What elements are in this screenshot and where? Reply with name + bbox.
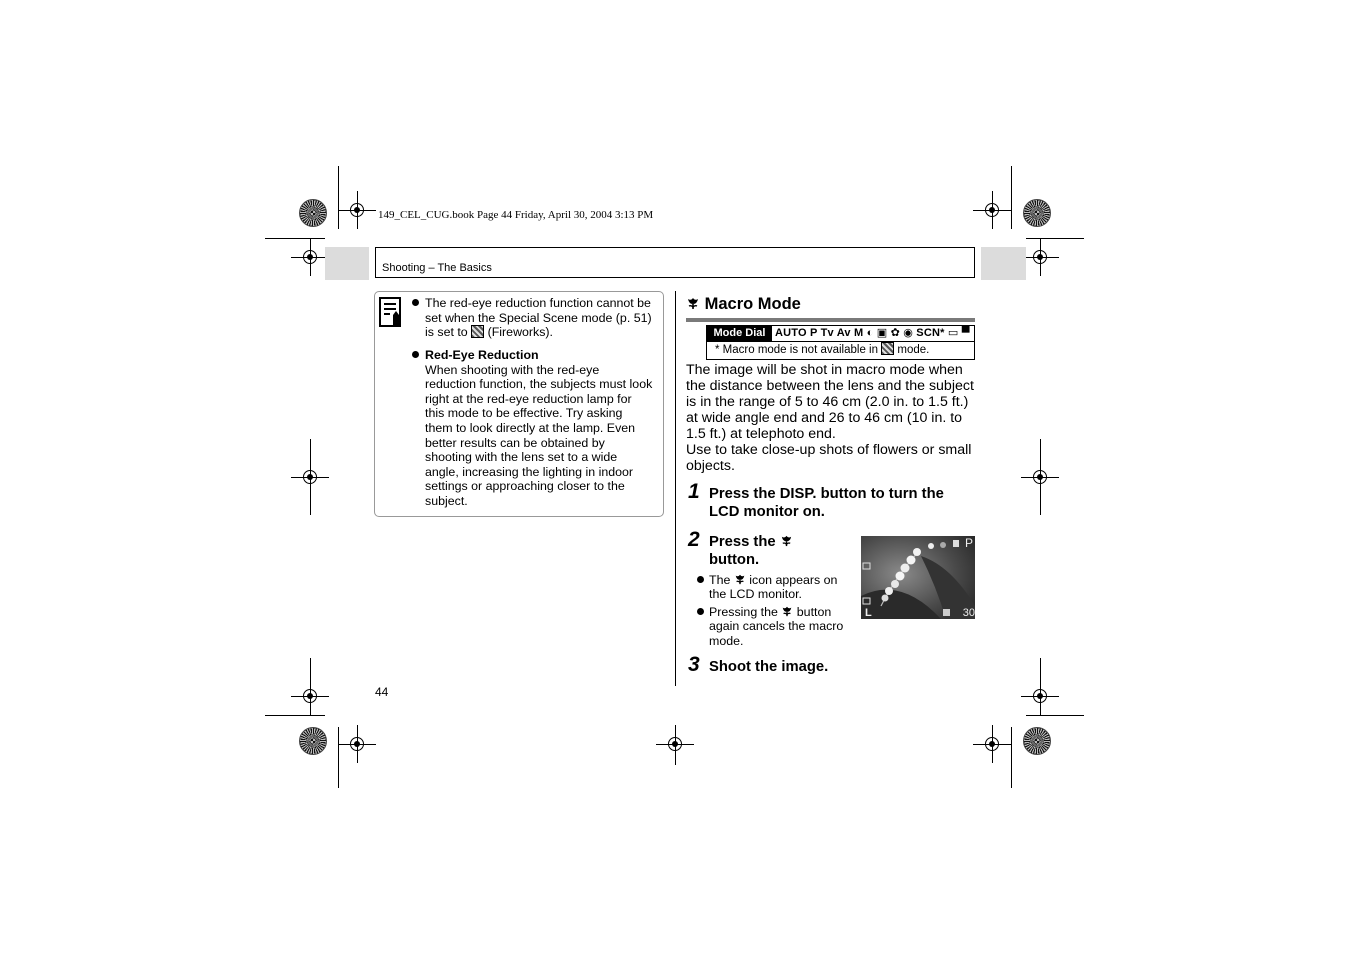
note-bullet-2 [425,348,653,509]
lcd-mode: P [964,536,973,550]
bullet-dot [412,299,419,306]
bullet-dot [697,608,704,615]
step-1-text: Press the DISP. button to turn the LCD monitor on. [709,486,944,520]
step-number: 1 [688,480,700,503]
bullet-dot [697,576,704,583]
mode-dial-note: * Macro mode is not available in mode. [706,342,975,360]
step-2-text: Press the button. [709,533,849,569]
macro-flower-icon [734,573,746,585]
page-tab-right [981,247,1026,280]
page-number: 44 [375,685,389,699]
step-3-text: Shoot the image. [709,659,829,675]
step-2-sub-1: The icon appears on the LCD monitor. [709,573,838,602]
running-header [375,247,975,278]
step-2-sub-2: Pressing the button again cancels the macro mode. [709,605,844,648]
section-title: Macro Mode [686,295,801,314]
step-number: 2 [688,528,700,551]
mode-dial-icons: AUTO P Tv Av M ◐ ▣ ✿ ◉ SCN* ▭ ▀ [775,327,970,339]
mode-dial-row [706,325,975,342]
lcd-size: L [865,607,872,619]
fireworks-icon [881,342,894,355]
flower-photo [861,536,975,619]
macro-flower-icon [686,296,700,310]
book-file-line: 149_CEL_CUG.book Page 44 Friday, April 30, 2004 3:13 PM [378,209,654,221]
note-bullet-1: The red-eye reduction function cannot be set when the Special Scene mode (p. 51) is set to (Fireworks). [425,296,652,340]
red-eye-heading: Red-Eye Reduction [425,348,539,362]
lcd-preview-image [861,536,975,619]
section-rule [686,318,975,322]
section-body: The image will be shot in macro mode when the distance between the lens and the subject is in the range of 5 to 46 cm (2.0 in. to 1.5 ft.) at wide angle end and 26 to 46 cm (10 in. to 1.5 ft.) at telephoto end. Use to take close-up shots of flowers or small objects. [686,362,974,474]
red-eye-body: When shooting with the red-eye reduction function, the subjects must look right at the red-eye reduction lamp for this mode to be effective. Try asking them to look directly at the lamp. Even better results can be obtained by shooting with the lens set to a wide angle, increasing the lighting in indoor settings or approaching closer to the subject. [425,362,653,508]
breadcrumb: Shooting – The Basics [382,262,492,274]
note-icon [379,297,403,329]
step-number: 3 [688,653,700,676]
macro-flower-icon [780,534,793,547]
macro-flower-icon [781,605,793,617]
mode-dial-label: Mode Dial [707,326,772,341]
page-tab-left [325,247,369,280]
bullet-dot [412,351,419,358]
column-divider [675,291,676,686]
lcd-shot-count: 30 [962,607,975,619]
fireworks-icon [471,325,484,338]
